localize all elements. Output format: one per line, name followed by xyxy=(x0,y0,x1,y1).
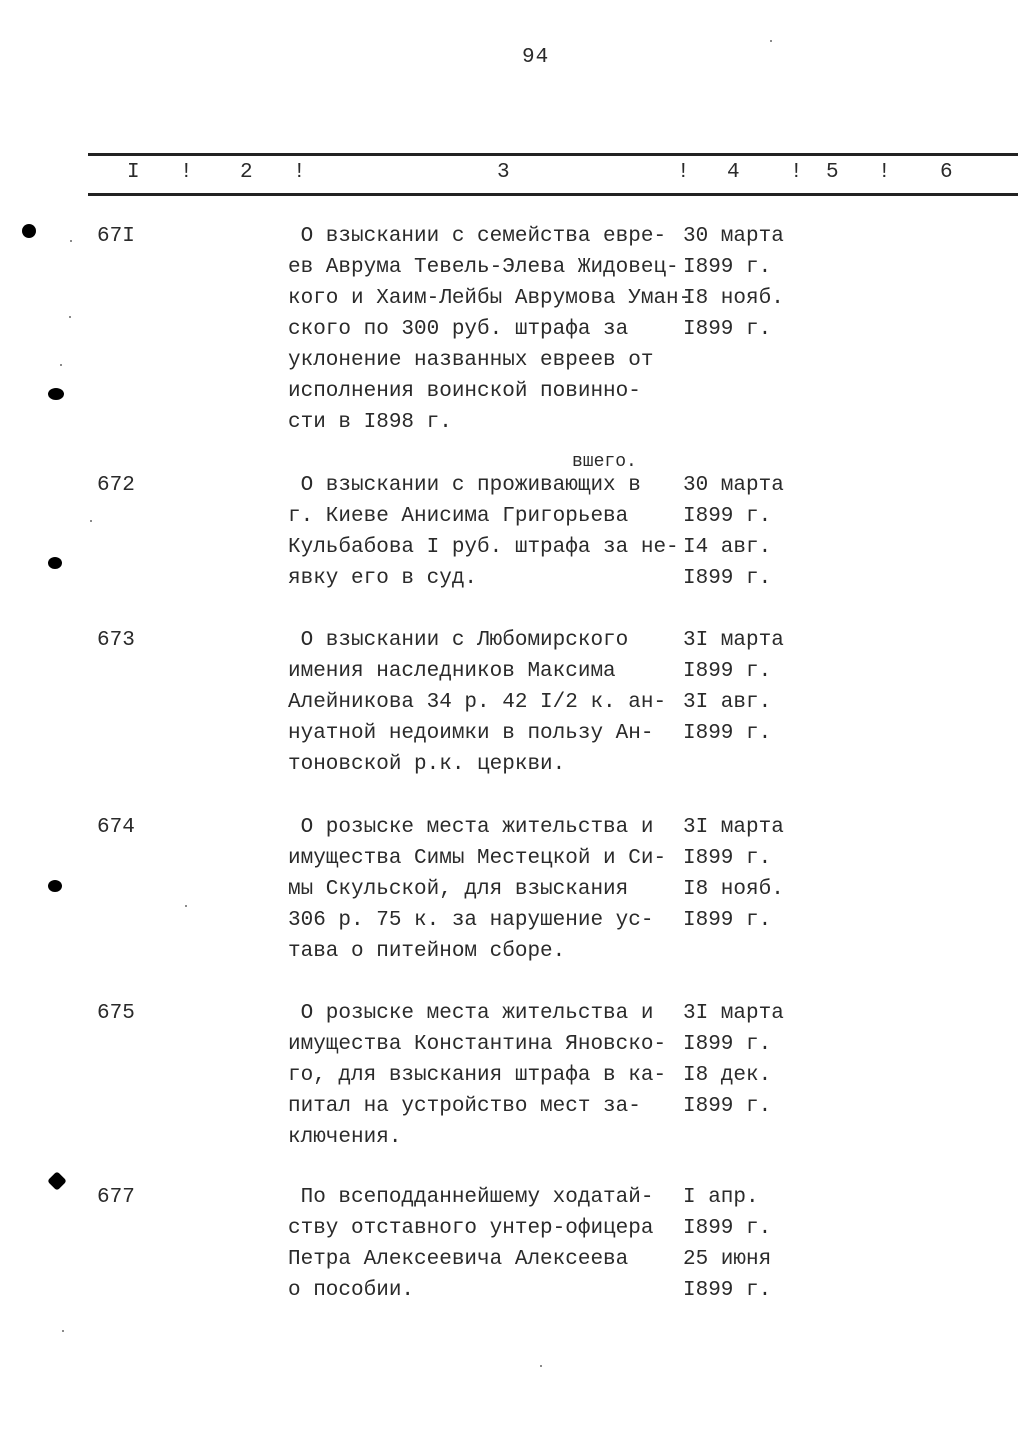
column-header-2: 2 xyxy=(240,161,253,184)
header-rule-bottom xyxy=(88,193,1018,196)
description-line: го, для взыскания штрафа в ка- xyxy=(288,1064,667,1087)
description-line: О взыскании с проживающих в xyxy=(288,474,641,497)
date-line: I899 г. xyxy=(683,660,772,683)
scan-speck xyxy=(60,364,62,366)
date-line: 3I марта xyxy=(683,1002,784,1025)
date-line: I899 г. xyxy=(683,722,772,745)
column-separator: ! xyxy=(677,161,690,184)
punch-hole-icon xyxy=(48,880,62,892)
description-line: тава о питейном сборе. xyxy=(288,940,566,963)
entry-dates xyxy=(683,221,813,345)
date-line: I899 г. xyxy=(683,909,772,932)
scan-speck xyxy=(69,316,71,318)
date-line: I899 г. xyxy=(683,318,772,341)
column-header-6: 6 xyxy=(940,161,953,184)
entry-description xyxy=(288,221,692,438)
entry-dates xyxy=(683,625,813,749)
entry-number: 674 xyxy=(97,816,135,839)
description-line: нуатной недоимки в пользу Ан- xyxy=(288,722,654,745)
date-line: 3I авг. xyxy=(683,691,772,714)
description-line: ского по 300 руб. штрафа за xyxy=(288,318,629,341)
date-line: I899 г. xyxy=(683,1279,772,1302)
date-line: 25 июня xyxy=(683,1248,772,1271)
description-line: имущества Симы Местецкой и Си- xyxy=(288,847,667,870)
date-line: I899 г. xyxy=(683,847,772,870)
description-line: исполнения воинской повинно- xyxy=(288,380,641,403)
description-line: явку его в суд. xyxy=(288,567,478,590)
scan-speck xyxy=(70,240,72,242)
description-line: имущества Константина Яновско- xyxy=(288,1033,667,1056)
description-line: О розыске места жительства и xyxy=(288,816,654,839)
column-header-3: 3 xyxy=(497,161,510,184)
description-line: Кульбабова I руб. штрафа за не- xyxy=(288,536,679,559)
entry-description xyxy=(288,998,688,1153)
scan-speck xyxy=(770,40,772,42)
date-line: 30 марта xyxy=(683,225,784,248)
entry-description xyxy=(288,470,688,594)
date-line: I899 г. xyxy=(683,567,772,590)
scan-speck xyxy=(90,520,92,522)
description-line: Петра Алексеевича Алексеева xyxy=(288,1248,629,1271)
page-number: 94 xyxy=(522,46,550,69)
scan-speck xyxy=(540,1365,542,1367)
description-line: мы Скульской, для взыскания xyxy=(288,878,629,901)
description-line: 306 р. 75 к. за нарушение ус- xyxy=(288,909,654,932)
date-line: I899 г. xyxy=(683,1033,772,1056)
description-line: О взыскании с семейства евре- xyxy=(288,225,667,248)
description-line: ев Аврума Тевель-Элева Жидовец- xyxy=(288,256,679,279)
description-line: Алейникова 34 р. 42 I/2 к. ан- xyxy=(288,691,667,714)
header-rule-top xyxy=(88,153,1018,156)
description-line: ству отставного унтер-офицера xyxy=(288,1217,654,1240)
entry-number: 67I xyxy=(97,225,135,248)
date-line: I8 дек. xyxy=(683,1064,772,1087)
punch-hole-icon xyxy=(47,1171,67,1191)
column-header-4: 4 xyxy=(727,161,740,184)
date-line: I899 г. xyxy=(683,505,772,528)
entry-description xyxy=(288,812,688,967)
date-line: 30 марта xyxy=(683,474,784,497)
entry-description xyxy=(288,1182,688,1306)
date-line: I апр. xyxy=(683,1186,759,1209)
handwritten-correction: вшего. xyxy=(572,452,637,472)
description-line: имения наследников Максима xyxy=(288,660,616,683)
entry-dates xyxy=(683,812,813,936)
description-line: О розыске места жительства и xyxy=(288,1002,654,1025)
entry-dates xyxy=(683,470,813,594)
description-line: О взыскании с Любомирского xyxy=(288,629,629,652)
column-header-1: I xyxy=(127,161,140,184)
column-separator: ! xyxy=(180,161,193,184)
description-line: г. Киеве Анисима Григорьева xyxy=(288,505,629,528)
date-line: I8 нояб. xyxy=(683,287,784,310)
entry-number: 675 xyxy=(97,1002,135,1025)
description-line: тоновской р.к. церкви. xyxy=(288,753,566,776)
punch-hole-icon xyxy=(48,388,64,400)
punch-hole-icon xyxy=(22,224,36,238)
punch-hole-icon xyxy=(48,557,62,569)
column-separator: ! xyxy=(790,161,803,184)
description-line: По всеподданнейшему ходатай- xyxy=(288,1186,654,1209)
entry-dates xyxy=(683,998,813,1122)
description-line: сти в I898 г. xyxy=(288,411,452,434)
entry-dates xyxy=(683,1182,813,1306)
date-line: I899 г. xyxy=(683,1217,772,1240)
date-line: I4 авг. xyxy=(683,536,772,559)
date-line: I8 нояб. xyxy=(683,878,784,901)
date-line: I899 г. xyxy=(683,256,772,279)
description-line: о пособии. xyxy=(288,1279,415,1302)
entry-number: 673 xyxy=(97,629,135,652)
column-separator: ! xyxy=(293,161,306,184)
scan-speck xyxy=(185,905,187,907)
description-line: уклонение названных евреев от xyxy=(288,349,654,372)
entry-description xyxy=(288,625,688,780)
description-line: ключения. xyxy=(288,1126,402,1149)
column-separator: ! xyxy=(878,161,891,184)
date-line: I899 г. xyxy=(683,1095,772,1118)
column-header-5: 5 xyxy=(826,161,839,184)
date-line: 3I марта xyxy=(683,629,784,652)
description-line: кого и Хаим-Лейбы Аврумова Уман- xyxy=(288,287,692,310)
date-line: 3I марта xyxy=(683,816,784,839)
scan-speck xyxy=(62,1330,64,1332)
description-line: питал на устройство мест за- xyxy=(288,1095,641,1118)
entry-number: 677 xyxy=(97,1186,135,1209)
entry-number: 672 xyxy=(97,474,135,497)
